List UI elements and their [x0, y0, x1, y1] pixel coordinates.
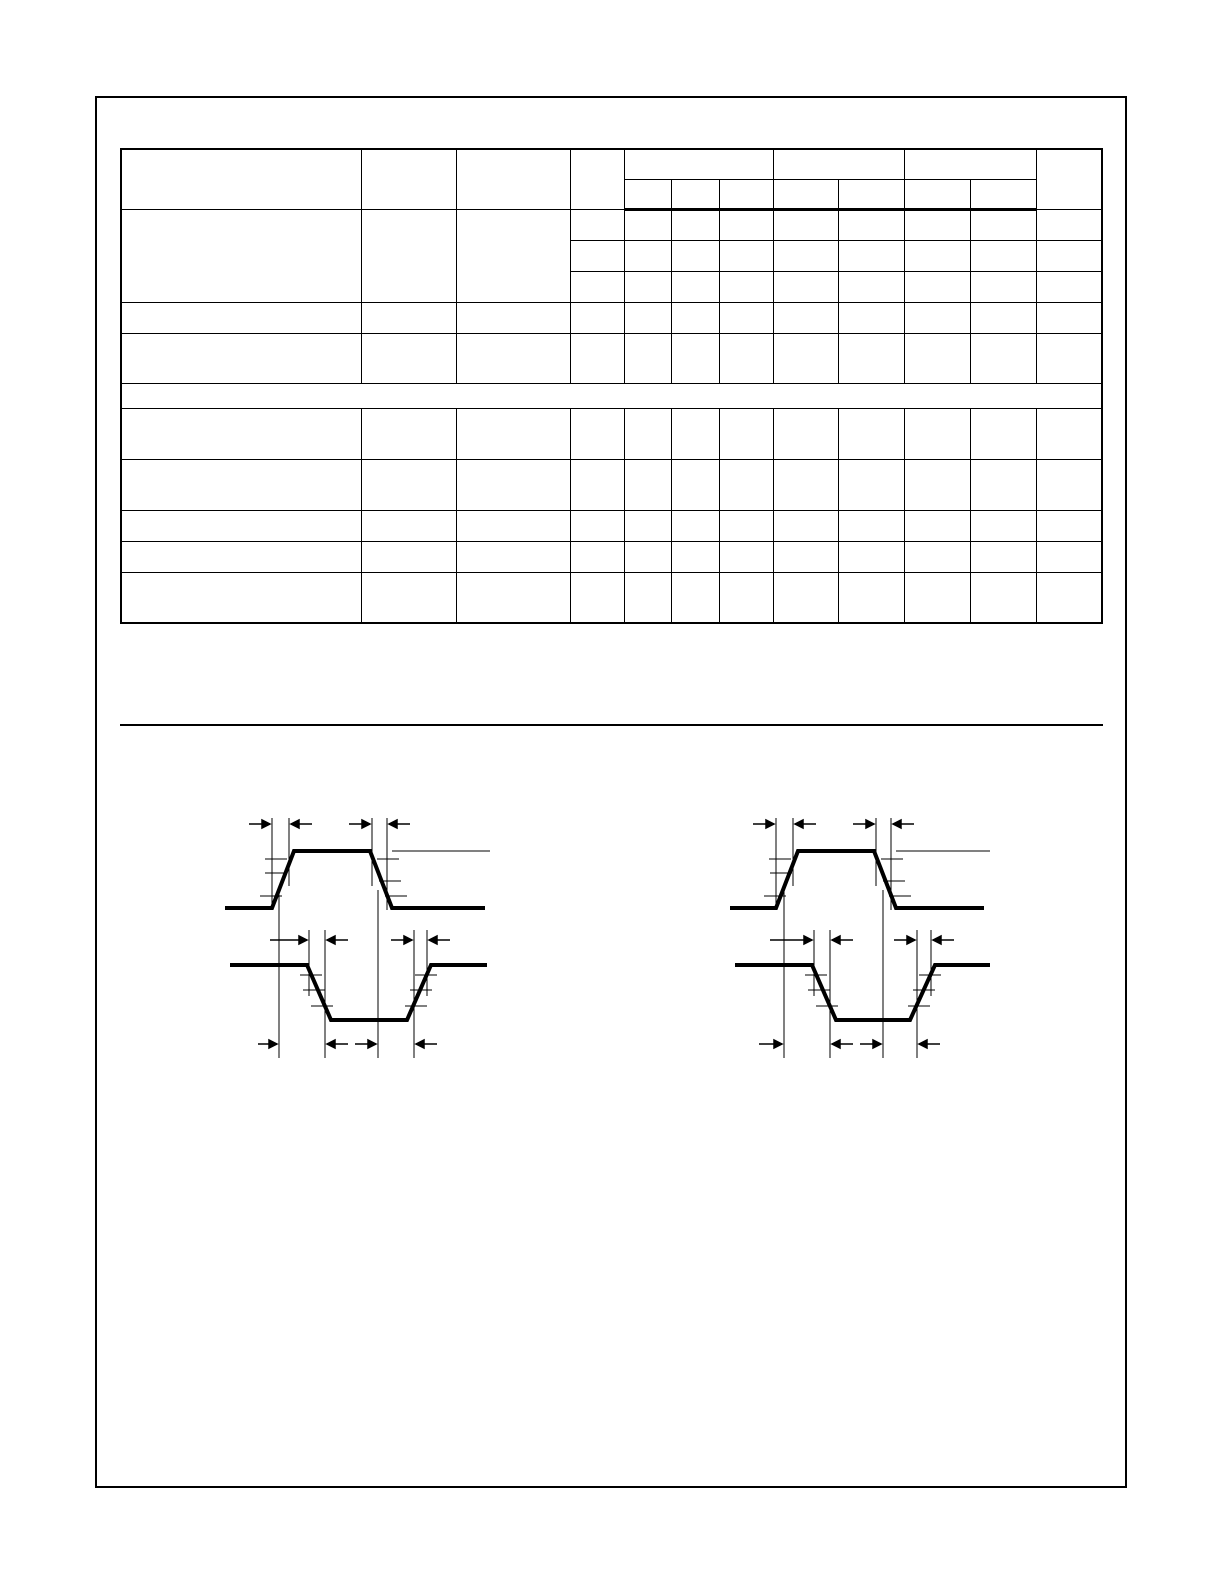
table-cell: [719, 209, 773, 240]
table-cell: [671, 572, 719, 623]
table-cell: [624, 408, 671, 459]
table-cell: [838, 302, 904, 333]
table-cell: [970, 240, 1036, 271]
table-cell: [1036, 302, 1102, 333]
table-cell: [1036, 541, 1102, 572]
table-cell: [1036, 240, 1102, 271]
table-cell: [624, 333, 671, 383]
table-cell: [838, 408, 904, 459]
table-cell: [1036, 408, 1102, 459]
table-cell: [624, 541, 671, 572]
table-header-cell: [773, 179, 838, 209]
timing-waveform-left: [215, 800, 495, 1062]
table-cell: [719, 302, 773, 333]
table-cell: [773, 459, 838, 510]
table-cell: [904, 240, 970, 271]
spec-table: [120, 148, 1103, 624]
table-cell: [1036, 510, 1102, 541]
table-cell: [671, 408, 719, 459]
table-header-group-cell: [773, 149, 904, 179]
table-header-cell: [456, 149, 570, 209]
table-cell: [904, 333, 970, 383]
table-cell: [970, 408, 1036, 459]
table-header-cell: [838, 179, 904, 209]
table-cell: [456, 459, 570, 510]
table-cell: [361, 333, 456, 383]
table-cell: [838, 459, 904, 510]
table-cell: [1036, 459, 1102, 510]
table-cell: [719, 240, 773, 271]
table-header-cell: [570, 149, 624, 209]
table-cell: [719, 408, 773, 459]
table-cell: [671, 271, 719, 302]
table-cell: [904, 302, 970, 333]
table-cell: [773, 333, 838, 383]
table-cell: [361, 302, 456, 333]
table-header-cell: [719, 179, 773, 209]
table-cell: [970, 302, 1036, 333]
timing-waveform-right: [718, 800, 998, 1062]
table-header-cell: [904, 179, 970, 209]
table-header-cell: [361, 149, 456, 209]
table-cell: [361, 459, 456, 510]
table-cell: [671, 510, 719, 541]
table-cell: [838, 572, 904, 623]
table-cell: [361, 209, 456, 302]
table-cell: [970, 271, 1036, 302]
table-cell: [719, 572, 773, 623]
table-cell: [624, 240, 671, 271]
table-cell: [838, 271, 904, 302]
table-cell: [773, 302, 838, 333]
table-row: [121, 510, 1102, 541]
table-header-cell: [121, 149, 361, 209]
table-row: [121, 572, 1102, 623]
table-cell: [361, 510, 456, 541]
table-cell: [121, 333, 361, 383]
table-cell: [838, 510, 904, 541]
table-cell: [624, 302, 671, 333]
table-cell: [570, 459, 624, 510]
table-row: [121, 302, 1102, 333]
table-cell: [773, 572, 838, 623]
table-cell: [361, 408, 456, 459]
table-cell: [671, 333, 719, 383]
table-cell: [671, 209, 719, 240]
table-cell: [773, 271, 838, 302]
table-cell: [624, 271, 671, 302]
table-cell: [570, 510, 624, 541]
table-cell: [570, 271, 624, 302]
table-header-row: [121, 149, 1102, 179]
table-cell: [671, 302, 719, 333]
table-cell: [904, 271, 970, 302]
table-cell: [121, 209, 361, 302]
table-cell: [624, 209, 671, 240]
table-cell: [1036, 209, 1102, 240]
table-row: [121, 541, 1102, 572]
table-cell: [838, 240, 904, 271]
table-cell: [838, 333, 904, 383]
input-waveform: [730, 851, 984, 908]
table-cell: [361, 541, 456, 572]
table-row: [121, 408, 1102, 459]
table-cell: [456, 209, 570, 302]
table-cell: [719, 271, 773, 302]
table-cell: [121, 408, 361, 459]
table-cell: [904, 209, 970, 240]
table-cell: [624, 510, 671, 541]
table-row: [121, 459, 1102, 510]
table-cell: [970, 572, 1036, 623]
table-header-group-cell: [904, 149, 1036, 179]
table-cell: [570, 541, 624, 572]
table-cell: [904, 408, 970, 459]
table-cell: [671, 459, 719, 510]
table-cell: [904, 572, 970, 623]
table-cell: [570, 333, 624, 383]
table-cell: [719, 333, 773, 383]
table-cell: [671, 541, 719, 572]
table-cell: [904, 510, 970, 541]
table-cell: [570, 572, 624, 623]
table-cell: [838, 209, 904, 240]
table-header-cell: [624, 179, 671, 209]
table-header-cell: [671, 179, 719, 209]
table-cell: [456, 333, 570, 383]
table-cell: [1036, 271, 1102, 302]
table-cell: [456, 572, 570, 623]
output-waveform: [230, 965, 487, 1020]
table-cell: [970, 541, 1036, 572]
table-cell: [773, 408, 838, 459]
table-cell: [970, 333, 1036, 383]
table-cell: [121, 510, 361, 541]
table-cell: [671, 240, 719, 271]
table-cell: [570, 240, 624, 271]
table-cell: [624, 459, 671, 510]
table-header-cell: [970, 179, 1036, 209]
table-cell: [904, 459, 970, 510]
table-cell: [1036, 572, 1102, 623]
table-cell: [970, 459, 1036, 510]
table-cell: [773, 240, 838, 271]
table-cell: [719, 541, 773, 572]
table-header-group-cell: [624, 149, 773, 179]
table-cell: [570, 408, 624, 459]
table-cell: [838, 541, 904, 572]
table-cell: [773, 510, 838, 541]
input-waveform: [225, 851, 485, 908]
table-section-cell: [121, 383, 1102, 408]
table-header-cell: [1036, 149, 1102, 209]
table-cell: [456, 541, 570, 572]
table-cell: [773, 209, 838, 240]
table-cell: [719, 459, 773, 510]
table-cell: [121, 572, 361, 623]
table-cell: [361, 572, 456, 623]
table-row: [121, 333, 1102, 383]
table-cell: [121, 541, 361, 572]
table-cell: [456, 510, 570, 541]
table-cell: [773, 541, 838, 572]
table-cell: [719, 510, 773, 541]
table-cell: [904, 541, 970, 572]
table-cell: [970, 510, 1036, 541]
table-cell: [121, 459, 361, 510]
table-cell: [570, 209, 624, 240]
table-cell: [970, 209, 1036, 240]
section-divider: [120, 724, 1103, 726]
table-cell: [121, 302, 361, 333]
table-cell: [624, 572, 671, 623]
table-cell: [1036, 333, 1102, 383]
table-cell: [456, 302, 570, 333]
table-cell: [456, 408, 570, 459]
table-row: [121, 209, 1102, 240]
table-cell: [570, 302, 624, 333]
table-section-row: [121, 383, 1102, 408]
arrow-markers: [753, 820, 954, 1048]
output-waveform: [735, 965, 990, 1020]
